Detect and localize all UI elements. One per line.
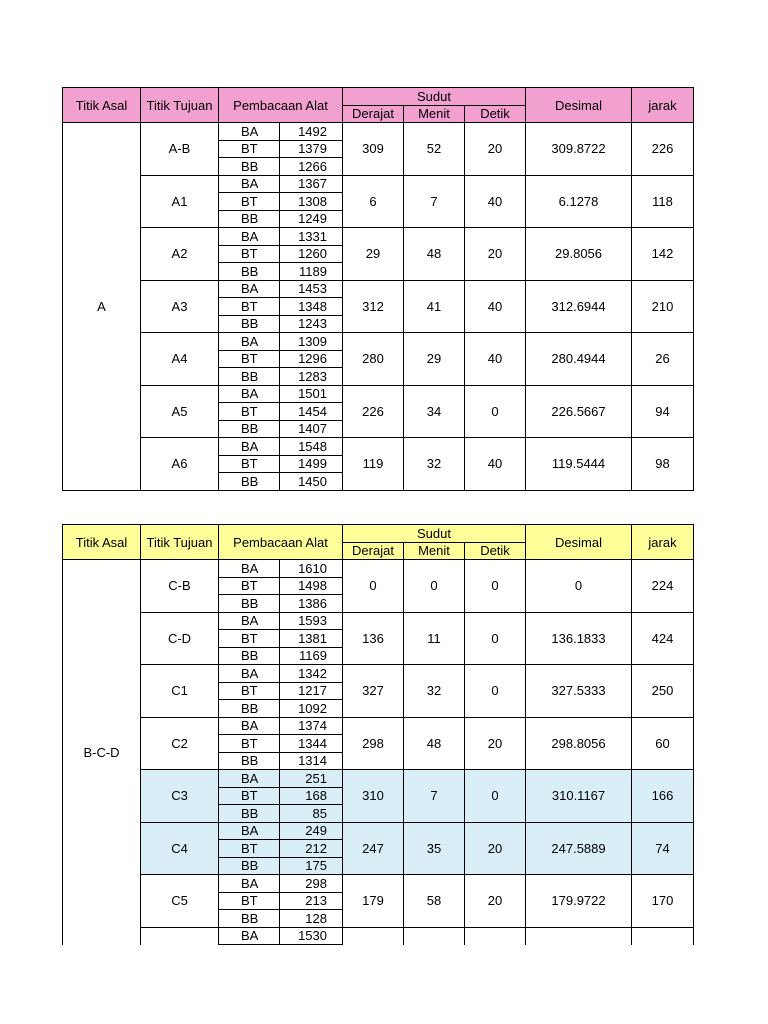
- header-titik-asal: Titik Asal: [63, 525, 141, 560]
- header-titik-asal: Titik Asal: [63, 88, 141, 123]
- jarak-cell: 26: [632, 333, 694, 386]
- target-cell: C-B: [141, 560, 219, 613]
- reading-value: 1374: [280, 717, 343, 735]
- reading-value: 212: [280, 840, 343, 858]
- reading-label: BT: [219, 193, 280, 211]
- target-cell: A2: [141, 228, 219, 281]
- reading-label: BA: [219, 175, 280, 193]
- reading-label: BB: [219, 263, 280, 281]
- reading-label: BB: [219, 857, 280, 875]
- reading-value: 1296: [280, 350, 343, 368]
- target-cell: C2: [141, 717, 219, 770]
- derajat-cell: [343, 927, 404, 945]
- reading-value: 1453: [280, 280, 343, 298]
- table-body: [63, 123, 694, 491]
- table-row: [63, 228, 694, 246]
- reading-value: 1283: [280, 368, 343, 386]
- reading-label: BT: [219, 140, 280, 158]
- desimal-cell: 247.5889: [526, 822, 632, 875]
- reading-label: BT: [219, 403, 280, 421]
- reading-value: 85: [280, 805, 343, 823]
- target-cell: A5: [141, 385, 219, 438]
- menit-cell: 7: [404, 175, 465, 228]
- table-header: [63, 525, 694, 560]
- reading-label: BA: [219, 385, 280, 403]
- reading-label: BB: [219, 752, 280, 770]
- desimal-cell: 29.8056: [526, 228, 632, 281]
- reading-value: 1499: [280, 455, 343, 473]
- header-pembacaan-alat: Pembacaan Alat: [219, 525, 343, 560]
- detik-cell: 40: [465, 333, 526, 386]
- reading-label: BT: [219, 787, 280, 805]
- menit-cell: 7: [404, 770, 465, 823]
- reading-value: 213: [280, 892, 343, 910]
- menit-cell: 11: [404, 612, 465, 665]
- jarak-cell: 98: [632, 438, 694, 491]
- reading-value: 251: [280, 770, 343, 788]
- detik-cell: 20: [465, 228, 526, 281]
- derajat-cell: 136: [343, 612, 404, 665]
- target-cell: A1: [141, 175, 219, 228]
- header-menit: Menit: [404, 105, 465, 123]
- table-row: [63, 875, 694, 893]
- target-cell: C3: [141, 770, 219, 823]
- derajat-cell: 119: [343, 438, 404, 491]
- derajat-cell: 312: [343, 280, 404, 333]
- desimal-cell: 298.8056: [526, 717, 632, 770]
- reading-value: 298: [280, 875, 343, 893]
- reading-label: BB: [219, 210, 280, 228]
- jarak-cell: [632, 927, 694, 945]
- desimal-cell: 312.6944: [526, 280, 632, 333]
- survey-table-bcd: [62, 524, 694, 945]
- reading-value: 1260: [280, 245, 343, 263]
- reading-label: BA: [219, 438, 280, 456]
- detik-cell: 0: [465, 770, 526, 823]
- reading-value: 168: [280, 787, 343, 805]
- detik-cell: 40: [465, 438, 526, 491]
- target-cell: C5: [141, 875, 219, 928]
- reading-label: BB: [219, 158, 280, 176]
- desimal-cell: 119.5444: [526, 438, 632, 491]
- menit-cell: 48: [404, 717, 465, 770]
- reading-value: 128: [280, 910, 343, 928]
- reading-label: BT: [219, 350, 280, 368]
- detik-cell: 40: [465, 175, 526, 228]
- target-cell: A4: [141, 333, 219, 386]
- table-row: [63, 612, 694, 630]
- reading-label: BT: [219, 577, 280, 595]
- table-row: [63, 333, 694, 351]
- menit-cell: 34: [404, 385, 465, 438]
- reading-value: 1308: [280, 193, 343, 211]
- jarak-cell: 226: [632, 123, 694, 176]
- reading-value: 1386: [280, 595, 343, 613]
- reading-value: 1610: [280, 560, 343, 578]
- reading-value: 1450: [280, 473, 343, 491]
- table-row: [63, 927, 694, 945]
- desimal-cell: 0: [526, 560, 632, 613]
- reading-value: 1266: [280, 158, 343, 176]
- desimal-cell: 280.4944: [526, 333, 632, 386]
- target-cell: C4: [141, 822, 219, 875]
- menit-cell: 48: [404, 228, 465, 281]
- reading-label: BA: [219, 770, 280, 788]
- header-desimal: Desimal: [526, 88, 632, 123]
- header-titik-tujuan: Titik Tujuan: [141, 525, 219, 560]
- reading-label: BA: [219, 927, 280, 945]
- reading-label: BB: [219, 368, 280, 386]
- reading-value: 1498: [280, 577, 343, 595]
- reading-label: BT: [219, 298, 280, 316]
- reading-value: 1381: [280, 630, 343, 648]
- survey-table-a: [62, 87, 694, 491]
- derajat-cell: 6: [343, 175, 404, 228]
- target-cell: C-D: [141, 612, 219, 665]
- target-cell: A-B: [141, 123, 219, 176]
- detik-cell: 20: [465, 123, 526, 176]
- reading-label: BB: [219, 647, 280, 665]
- table-row: [63, 123, 694, 141]
- reading-label: BA: [219, 875, 280, 893]
- header-pembacaan-alat: Pembacaan Alat: [219, 88, 343, 123]
- header-detik: Detik: [465, 542, 526, 560]
- derajat-cell: 309: [343, 123, 404, 176]
- jarak-cell: 74: [632, 822, 694, 875]
- menit-cell: 58: [404, 875, 465, 928]
- reading-label: BB: [219, 420, 280, 438]
- reading-label: BT: [219, 735, 280, 753]
- detik-cell: [465, 927, 526, 945]
- target-cell: A3: [141, 280, 219, 333]
- header-derajat: Derajat: [343, 105, 404, 123]
- derajat-cell: 179: [343, 875, 404, 928]
- detik-cell: 0: [465, 612, 526, 665]
- table-row: [63, 560, 694, 578]
- menit-cell: 0: [404, 560, 465, 613]
- reading-label: BA: [219, 560, 280, 578]
- header-menit: Menit: [404, 542, 465, 560]
- reading-value: 1530: [280, 927, 343, 945]
- jarak-cell: 166: [632, 770, 694, 823]
- reading-value: 1348: [280, 298, 343, 316]
- reading-value: 1309: [280, 333, 343, 351]
- header-jarak: jarak: [632, 525, 694, 560]
- menit-cell: 32: [404, 438, 465, 491]
- derajat-cell: 327: [343, 665, 404, 718]
- menit-cell: 41: [404, 280, 465, 333]
- target-cell: A6: [141, 438, 219, 491]
- desimal-cell: 309.8722: [526, 123, 632, 176]
- detik-cell: 20: [465, 822, 526, 875]
- reading-label: BB: [219, 595, 280, 613]
- derajat-cell: 226: [343, 385, 404, 438]
- table-row: [63, 280, 694, 298]
- detik-cell: 0: [465, 665, 526, 718]
- reading-label: BA: [219, 612, 280, 630]
- reading-label: BB: [219, 315, 280, 333]
- target-cell: C1: [141, 665, 219, 718]
- header-sudut: Sudut: [343, 88, 526, 106]
- reading-value: 1407: [280, 420, 343, 438]
- desimal-cell: 179.9722: [526, 875, 632, 928]
- reading-label: BA: [219, 333, 280, 351]
- table-row: [63, 717, 694, 735]
- desimal-cell: [526, 927, 632, 945]
- detik-cell: 0: [465, 385, 526, 438]
- jarak-cell: 250: [632, 665, 694, 718]
- desimal-cell: 327.5333: [526, 665, 632, 718]
- reading-label: BT: [219, 630, 280, 648]
- jarak-cell: 142: [632, 228, 694, 281]
- target-cell: [141, 927, 219, 945]
- reading-label: BA: [219, 665, 280, 683]
- reading-label: BT: [219, 682, 280, 700]
- reading-label: BB: [219, 473, 280, 491]
- reading-label: BA: [219, 123, 280, 141]
- reading-value: 1501: [280, 385, 343, 403]
- reading-value: 1367: [280, 175, 343, 193]
- reading-value: 249: [280, 822, 343, 840]
- reading-value: 175: [280, 857, 343, 875]
- jarak-cell: 224: [632, 560, 694, 613]
- detik-cell: 40: [465, 280, 526, 333]
- reading-value: 1092: [280, 700, 343, 718]
- table-body: [63, 560, 694, 945]
- derajat-cell: 280: [343, 333, 404, 386]
- jarak-cell: 60: [632, 717, 694, 770]
- reading-value: 1314: [280, 752, 343, 770]
- desimal-cell: 226.5667: [526, 385, 632, 438]
- reading-label: BA: [219, 822, 280, 840]
- reading-value: 1492: [280, 123, 343, 141]
- menit-cell: [404, 927, 465, 945]
- derajat-cell: 29: [343, 228, 404, 281]
- header-titik-tujuan: Titik Tujuan: [141, 88, 219, 123]
- reading-value: 1243: [280, 315, 343, 333]
- desimal-cell: 6.1278: [526, 175, 632, 228]
- reading-value: 1379: [280, 140, 343, 158]
- menit-cell: 52: [404, 123, 465, 176]
- reading-value: 1344: [280, 735, 343, 753]
- reading-label: BB: [219, 910, 280, 928]
- jarak-cell: 94: [632, 385, 694, 438]
- reading-value: 1548: [280, 438, 343, 456]
- reading-label: BT: [219, 245, 280, 263]
- reading-label: BA: [219, 228, 280, 246]
- table-row: [63, 822, 694, 840]
- menit-cell: 35: [404, 822, 465, 875]
- reading-value: 1217: [280, 682, 343, 700]
- reading-label: BT: [219, 892, 280, 910]
- desimal-cell: 136.1833: [526, 612, 632, 665]
- detik-cell: 20: [465, 875, 526, 928]
- reading-label: BB: [219, 700, 280, 718]
- header-desimal: Desimal: [526, 525, 632, 560]
- reading-label: BB: [219, 805, 280, 823]
- reading-value: 1169: [280, 647, 343, 665]
- header-detik: Detik: [465, 105, 526, 123]
- reading-value: 1331: [280, 228, 343, 246]
- derajat-cell: 298: [343, 717, 404, 770]
- table-row: [63, 665, 694, 683]
- header-derajat: Derajat: [343, 542, 404, 560]
- menit-cell: 32: [404, 665, 465, 718]
- jarak-cell: 170: [632, 875, 694, 928]
- reading-value: 1454: [280, 403, 343, 421]
- menit-cell: 29: [404, 333, 465, 386]
- header-jarak: jarak: [632, 88, 694, 123]
- jarak-cell: 210: [632, 280, 694, 333]
- jarak-cell: 424: [632, 612, 694, 665]
- reading-label: BT: [219, 455, 280, 473]
- header-sudut: Sudut: [343, 525, 526, 543]
- detik-cell: 20: [465, 717, 526, 770]
- reading-value: 1189: [280, 263, 343, 281]
- table-row: [63, 385, 694, 403]
- origin-cell: B-C-D: [63, 560, 141, 945]
- reading-label: BT: [219, 840, 280, 858]
- reading-value: 1249: [280, 210, 343, 228]
- derajat-cell: 310: [343, 770, 404, 823]
- reading-label: BA: [219, 717, 280, 735]
- derajat-cell: 247: [343, 822, 404, 875]
- detik-cell: 0: [465, 560, 526, 613]
- jarak-cell: 118: [632, 175, 694, 228]
- reading-label: BA: [219, 280, 280, 298]
- derajat-cell: 0: [343, 560, 404, 613]
- table-row: [63, 438, 694, 456]
- table-row: [63, 770, 694, 788]
- reading-value: 1593: [280, 612, 343, 630]
- desimal-cell: 310.1167: [526, 770, 632, 823]
- origin-cell: A: [63, 123, 141, 491]
- table-header: [63, 88, 694, 123]
- table-row: [63, 175, 694, 193]
- reading-value: 1342: [280, 665, 343, 683]
